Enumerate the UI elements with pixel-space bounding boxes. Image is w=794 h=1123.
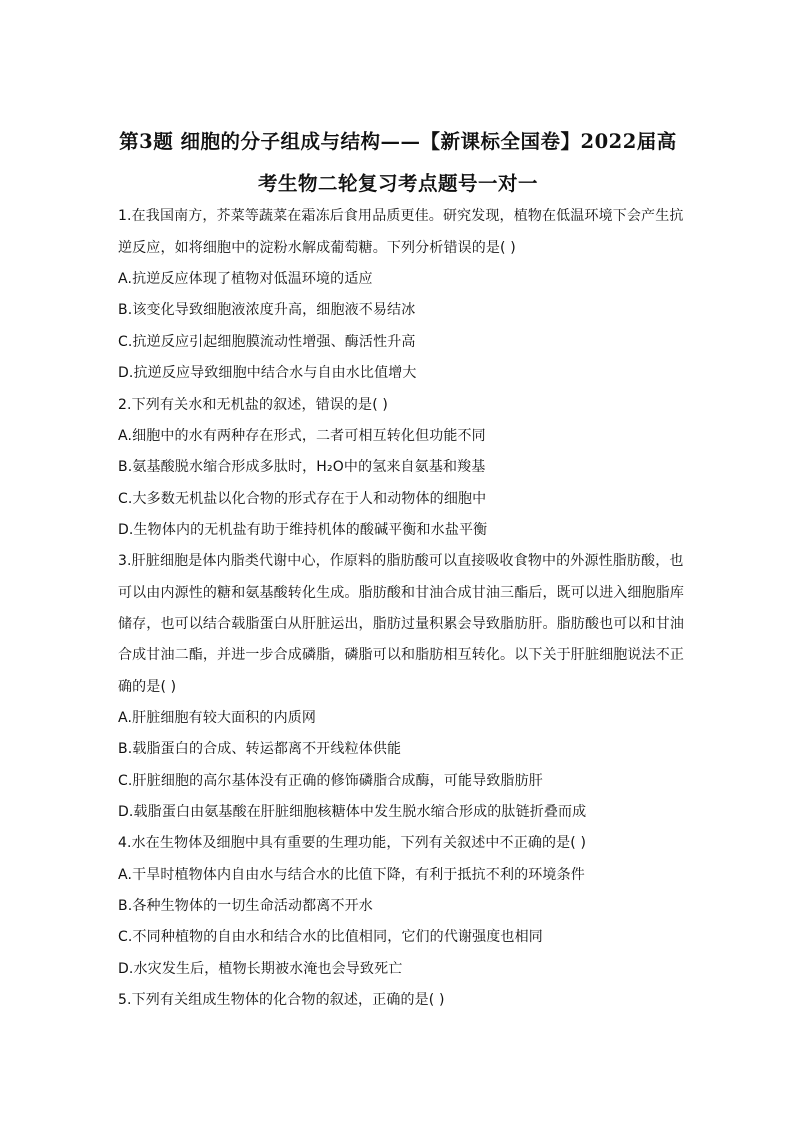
q1-option-c: C.抗逆反应引起细胞膜流动性增强、酶活性升高 — [118, 334, 416, 350]
q4-option-a: A.干旱时植物体内自由水与结合水的比值下降，有利于抵抗不利的环境条件 — [118, 867, 585, 883]
q4-stem: 4.水在生物体及细胞中具有重要的生理功能，下列有关叙述中不正确的是( ) — [118, 835, 587, 851]
q4-option-d: D.水灾发生后，植物长期被水淹也会导致死亡 — [118, 961, 403, 977]
q3-option-b: B.载脂蛋白的合成、转运都离不开线粒体供能 — [118, 741, 402, 757]
q1-stem-line-2: 逆反应，如将细胞中的淀粉水解成葡萄糖。下列分析错误的是( ) — [118, 240, 516, 256]
q3-option-a: A.肝脏细胞有较大面积的内质网 — [118, 710, 317, 726]
q1-option-b: B.该变化导致细胞液浓度升高，细胞液不易结冰 — [118, 302, 416, 318]
q2-option-d: D.生物体内的无机盐有助于维持机体的酸碱平衡和水盐平衡 — [118, 522, 488, 538]
q3-stem-line-5: 确的是( ) — [118, 679, 177, 695]
q2-option-b: B.氨基酸脱水缩合形成多肽时，H₂O中的氢来自氨基和羧基 — [118, 459, 486, 475]
q5-stem: 5.下列有关组成生物体的化合物的叙述，正确的是( ) — [118, 992, 445, 1008]
q1-stem-line-1: 1.在我国南方，芥菜等蔬菜在霜冻后食用品质更佳。研究发现，植物在低温环境下会产生抗 — [118, 208, 684, 224]
q2-stem: 2.下列有关水和无机盐的叙述，错误的是( ) — [118, 397, 389, 413]
document-title-line-1: 第3题 细胞的分子组成与结构——【新课标全国卷】2022届高 — [119, 130, 677, 153]
q4-option-b: B.各种生物体的一切生命活动都离不开水 — [118, 898, 373, 914]
q3-option-d: D.载脂蛋白由氨基酸在肝脏细胞核糖体中发生脱水缩合形成的肽链折叠而成 — [118, 804, 587, 820]
q3-stem-line-4: 合成甘油二酯，并进一步合成磷脂，磷脂可以和脂肪相互转化。以下关于肝脏细胞说法不正 — [118, 647, 684, 663]
q3-stem-line-2: 可以由内源性的糖和氨基酸转化生成。脂肪酸和甘油合成甘油三酯后，既可以进入细胞脂库 — [118, 585, 684, 601]
q3-stem-line-1: 3.肝脏细胞是体内脂类代谢中心，作原料的脂肪酸可以直接吸收食物中的外源性脂肪酸，也 — [118, 553, 684, 569]
q3-option-c: C.肝脏细胞的高尔基体没有正确的修饰磷脂合成酶，可能导致脂肪肝 — [118, 773, 543, 789]
q2-option-a: A.细胞中的水有两种存在形式，二者可相互转化但功能不同 — [118, 428, 486, 444]
document-title-line-2: 考生物二轮复习考点题号一对一 — [257, 172, 538, 195]
q3-stem-line-3: 储存，也可以结合载脂蛋白从肝脏运出，脂肪过量积累会导致脂肪肝。脂肪酸也可以和甘油 — [118, 616, 684, 632]
q1-option-d: D.抗逆反应导致细胞中结合水与自由水比值增大 — [118, 365, 417, 381]
q1-option-a: A.抗逆反应体现了植物对低温环境的适应 — [118, 271, 373, 287]
q4-option-c: C.不同种植物的自由水和结合水的比值相同，它们的代谢强度也相同 — [118, 929, 543, 945]
q2-option-c: C.大多数无机盐以化合物的形式存在于人和动物体的细胞中 — [118, 491, 487, 507]
